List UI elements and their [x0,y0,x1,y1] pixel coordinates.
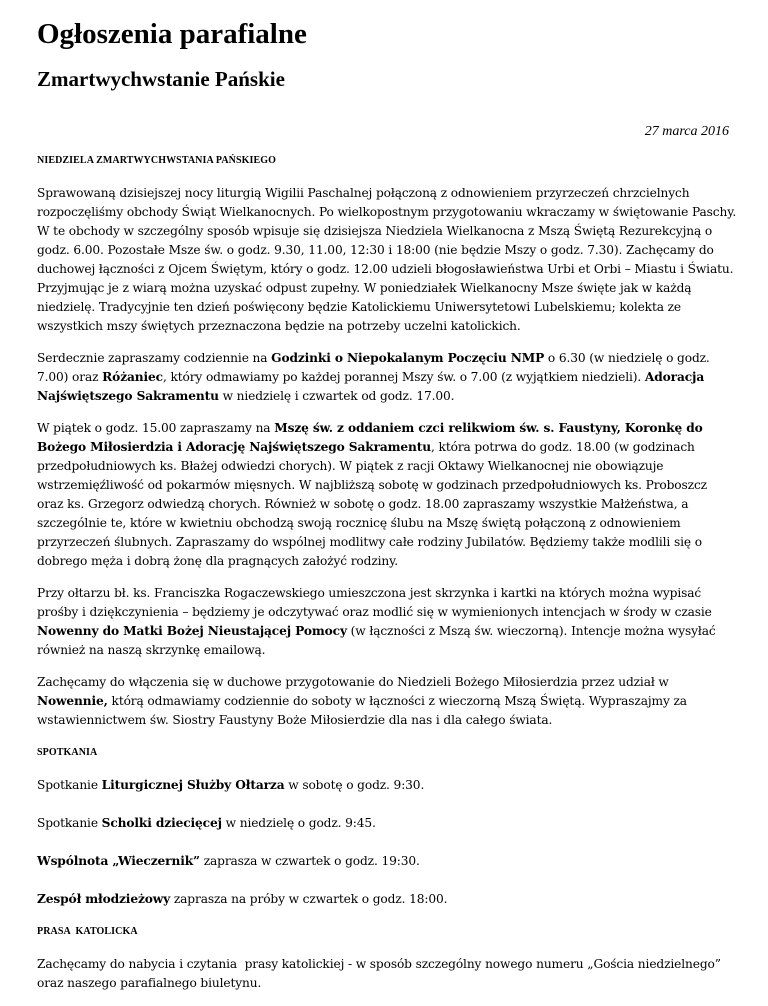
section-heading-prasa: PRASA KATOLICKA [37,926,138,937]
meeting-item: Wspólnota „Wieczernik” zaprasza w czwartek o godz. 19:30. [37,854,420,868]
announcement-date: 27 marca 2016 [644,124,729,139]
meeting-item: Zespół młodzieżowy zaprasza na próby w czwartek o godz. 18:00. [37,892,448,906]
paragraph-catholic-press: Zachęcamy do nabycia i czytania prasy katolickiej - w sposób szczególny nowego numeru „Gościa niedzielnego” oraz naszego parafialnego biuletynu. [37,957,725,990]
page-title: Ogłoszenia parafialne [37,18,307,50]
paragraph-prayer-box: Przy ołtarzu bł. ks. Franciszka Rogaczewskiego umieszczona jest skrzynka i kartki na których można wypisać prośby i dziękczynienia – będziemy je odczytywać oraz modlić się w wymienionych intencjach w środy w czasie Nowenny do Matki Bożej Nieustającej Pomocy (w łączności z Mszą św. wieczorną). Intencje można wysyłać również na naszą skrzynkę emailową. [37,586,716,657]
content-flow [37,154,737,1006]
meeting-item: Spotkanie Scholki dziecięcej w niedzielę o godz. 9:45. [37,816,376,830]
paragraph-novena: Zachęcamy do włączenia się w duchowe przygotowanie do Niedzieli Bożego Miłosierdzia przez udział w Nowennie, którą odmawiamy codziennie do soboty w łączności z wieczorną Mszą Świętą. Wypraszajmy za wstawiennictwem św. Siostry Faustyny Boże Miłosierdzie dla nas i dla całego świata. [37,675,687,727]
section-heading-niedziela: NIEDZIELA ZMARTWYCHWSTANIA PAŃSKIEGO [37,155,277,166]
bold-nowenna: Nowennie, [37,694,108,708]
paragraph-daily-prayers: Serdecznie zapraszamy codziennie na Godzinki o Niepokalanym Poczęciu NMP o 6.30 (w niedzielę o godz. 7.00) oraz Różaniec, który odmawiamy po każdej porannej Mszy św. o 7.00 (z wyjątkiem niedzieli). Adoracja Najświętszego Sakramentu w niedzielę i czwartek od godz. 17.00. [37,351,710,403]
paragraph-easter-liturgy: Sprawowaną dzisiejszej nocy liturgią Wigilii Paschalnej połączoną z odnowieniem przyrzeczeń chrzcielnych rozpoczęliśmy obchody Świąt Wielkanocnych. Po wielkopostnym przygotowaniu wkraczamy w świętowanie Paschy. W te obchody w szczególny sposób wpisuje się dzisiejsza Niedziela Wielkanocna z Mszą Świętą Rezurekcyjną o godz. 6.00. Pozostałe Msze św. o godz. 9.30, 11.00, 12:30 i 18:00 (nie będzie Mszy o godz. 7.30). Zachęcamy do duchowej łączności z Ojcem Świętym, który o godz. 12.00 udzieli błogosławieństwa Urbi et Orbi – Miastu i Światu. Przyjmując je z wiarą można uzyskać odpust zupełny. W poniedziałek Wielkanocny Msze święte jak w każdą niedzielę. Tradycyjnie ten dzień poświęcony będzie Katolickiemu Uniwersytetowi Lubelskiemu; kolekta ze wszystkich mszy świętych przeznaczona będzie na potrzeby uczelni katolickich. [37,186,737,333]
section-heading-spotkania: SPOTKANIA [37,747,98,758]
paragraph-friday-mass: W piątek o godz. 15.00 zapraszamy na Mszę św. z oddaniem czci relikwiom św. s. Faustyny, Koronkę do Bożego Miłosierdzia i Adorację Najświętszego Sakramentu, która potrwa do godz. 18.00 (w godzinach przedpołudniowych ks. Błażej odwiedzi chorych). W piątek z racji Oktawy Wielkanocnej nie obowiązuje wstrzemięźliwość od pokarmów mięsnych. W najbliższą sobotę w godzinach przedpołudniowych ks. Proboszcz oraz ks. Grzegorz odwiedzą chorych. Również w sobotę o godz. 18.00 zapraszamy wszystkie Małżeństwa, a szczególnie te, które w kwietniu obchodzą swoją rocznicę ślubu na Mszę świętą połączoną z odnowieniem przyrzeczeń ślubnych. Zapraszamy do wspólnej modlitwy całe rodziny Jubilatów. Będziemy także modlili się o dobrego męża i dobrą żonę dla pragnących założyć rodziny. [37,421,707,568]
bold-godzinki: Godzinki o Niepokalanym Poczęciu NMP [271,351,545,365]
bold-nowenna-mbnp: Nowenny do Matki Bożej Nieustającej Pomocy [37,624,347,638]
meeting-item: Spotkanie Liturgicznej Służby Ołtarza w sobotę o godz. 9:30. [37,778,425,792]
bold-rozaniec: Różaniec [102,370,163,384]
bold-adoracja: Adoracja Najświętszego Sakramentu [37,370,705,403]
bold-msza-faustyna: Mszę św. z oddaniem czci relikwiom św. s. Faustyny, Koronkę do Bożego Miłosierdzia i Adorację Najświętszego Sakramentu [37,421,703,454]
page-subtitle: Zmartwychwstanie Pańskie [37,67,285,91]
